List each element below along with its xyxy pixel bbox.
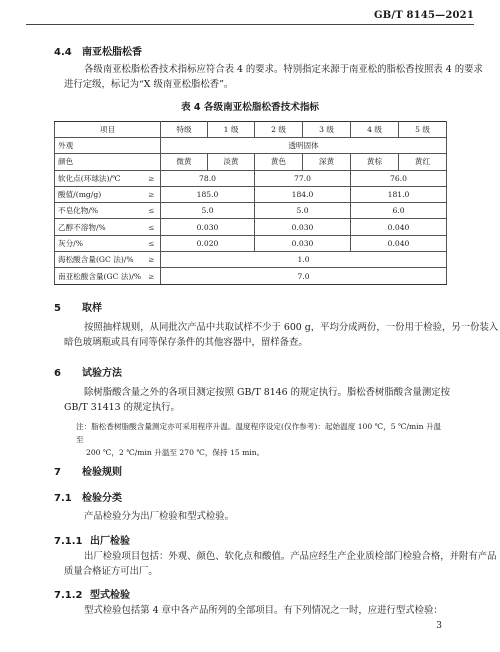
table-row [55, 170, 447, 186]
table-cell-limit-sign: ≤ [143, 235, 161, 251]
table-row [55, 138, 447, 154]
heading-5-title: 取样 [82, 303, 102, 314]
heading-7-1-number: 7.1 [54, 493, 72, 504]
heading-5 [54, 299, 102, 314]
para-7-1-1-line-1: 出厂检验项目包括：外观、颜色、软化点和酸值。产品应经生产企业质检部门检验合格，并附有产品 [84, 551, 497, 562]
table-cell-item: 乙醇不溶物/% [55, 219, 143, 235]
table-4-header-grade: 3 级 [303, 122, 351, 138]
heading-7 [54, 463, 122, 478]
table-cell-item: 酸值/(mg/g) [55, 186, 143, 202]
table-4-header-grade: 4 级 [351, 122, 399, 138]
para-4-4 [64, 62, 483, 92]
para-7-1-2-line-1: 型式检验包括第 4 章中各产品所列的全部项目。有下列情况之一时，应进行型式检验： [84, 605, 443, 616]
heading-5-number: 5 [54, 303, 61, 314]
para-7-1 [64, 509, 444, 524]
header-rule [26, 24, 474, 25]
para-7-1-2 [64, 603, 444, 618]
heading-4-4-title: 南亚松脂松香 [82, 47, 142, 58]
table-cell-value: 6.0 [351, 203, 447, 219]
note-6-line-2: 200 ℃，2 ℃/min 升温至 270 ℃，保持 15 min。 [86, 448, 265, 457]
heading-7-1-1 [54, 532, 130, 547]
table-cell-limit-sign: ≤ [143, 219, 161, 235]
table-cell-value: 1.0 [161, 252, 447, 268]
heading-7-1-2 [54, 586, 130, 601]
table-4-caption: 表 4 各级南亚松脂松香技术指标 [180, 102, 320, 113]
para-5-line-2: 暗色玻璃瓶或具有同等保存条件的其他容器中，留样备查。 [64, 337, 308, 348]
para-6 [64, 385, 450, 415]
table-cell-value: 7.0 [161, 268, 447, 284]
heading-7-1-2-title: 型式检验 [90, 590, 130, 601]
note-6 [76, 420, 448, 459]
table-row [55, 203, 447, 219]
table-cell-limit-sign: ≤ [143, 203, 161, 219]
table-cell-value: 77.0 [255, 170, 351, 186]
heading-4-4-number: 4.4 [54, 47, 72, 58]
para-7-1-line-1: 产品检验分为出厂检验和型式检验。 [84, 511, 235, 522]
para-6-line-2: GB/T 31413 的规定执行。 [64, 402, 180, 413]
standard-code: GB/T 8145—2021 [373, 10, 474, 21]
table-cell-value: 深黄 [303, 154, 351, 170]
note-6-line-1: 注：脂松香树脂酸含量测定亦可采用程序升温。温度程序设定(仅作参考)：起始温度 100 ℃，5 ℃/min 升温至 [76, 422, 442, 444]
table-cell-value: 78.0 [161, 170, 255, 186]
heading-6-number: 6 [54, 368, 61, 379]
table-4-header-grade: 1 级 [208, 122, 255, 138]
heading-7-title: 检验规则 [82, 467, 122, 478]
table-cell-item: 海松酸含量(GC 法)/% [55, 252, 143, 268]
table-cell-item: 南亚松酸含量(GC 法)/% [55, 268, 143, 284]
table-cell-item: 颜色 [55, 154, 161, 170]
table-cell-value: 0.030 [255, 219, 351, 235]
table-cell-item: 外观 [55, 138, 161, 154]
table-cell-value: 76.0 [351, 170, 447, 186]
para-5-line-1: 按照抽样规则，从同批次产品中共取试样不少于 600 g，平均分成两份，一份用于检验，另一份装入 [84, 322, 499, 333]
heading-7-1-1-title: 出厂检验 [90, 536, 130, 547]
para-5 [64, 320, 499, 350]
table-cell-limit-sign: ≥ [143, 186, 161, 202]
para-4-4-line-2: 进行定级，标记为“X 级南亚松脂松香”。 [64, 79, 234, 90]
table-cell-value: 透明固体 [161, 138, 447, 154]
table-cell-item: 不皂化物/% [55, 203, 143, 219]
table-row [55, 154, 447, 170]
table-cell-value: 5.0 [255, 203, 351, 219]
heading-7-1-1-number: 7.1.1 [54, 536, 83, 547]
table-cell-value: 0.040 [351, 235, 447, 251]
heading-7-1-2-number: 7.1.2 [54, 590, 83, 601]
table-cell-value: 微黄 [161, 154, 208, 170]
table-cell-value: 0.030 [161, 219, 255, 235]
table-row [55, 219, 447, 235]
table-4 [54, 121, 447, 285]
para-7-1-1 [64, 549, 497, 579]
page-number: 3 [436, 621, 442, 631]
para-6-line-1: 除树脂酸含量之外的各项目测定按照 GB/T 8146 的规定执行。脂松香树脂酸含量测定按 [84, 387, 450, 398]
heading-6-title: 试验方法 [82, 368, 122, 379]
table-cell-value: 181.0 [351, 186, 447, 202]
table-cell-value: 0.020 [161, 235, 255, 251]
table-4-header-item: 项目 [55, 122, 161, 138]
table-cell-value: 黄色 [255, 154, 303, 170]
table-cell-limit-sign: ≥ [143, 268, 161, 284]
table-cell-value: 184.0 [255, 186, 351, 202]
table-cell-limit-sign: ≥ [143, 170, 161, 186]
table-cell-value: 淡黄 [208, 154, 255, 170]
para-7-1-1-line-2: 质量合格证方可出厂。 [64, 566, 158, 577]
heading-7-1-title: 检验分类 [82, 493, 122, 504]
table-cell-item: 软化点(环球法)/℃ [55, 170, 143, 186]
table-cell-value: 0.030 [255, 235, 351, 251]
table-cell-value: 5.0 [161, 203, 255, 219]
table-cell-value: 185.0 [161, 186, 255, 202]
table-row [55, 268, 447, 284]
table-4-header-grade: 2 级 [255, 122, 303, 138]
heading-7-number: 7 [54, 467, 61, 478]
table-row [55, 235, 447, 251]
heading-6 [54, 364, 122, 379]
table-cell-value: 黄棕 [351, 154, 399, 170]
heading-7-1 [54, 489, 122, 504]
table-row [55, 186, 447, 202]
table-cell-item: 灰分/% [55, 235, 143, 251]
table-cell-limit-sign: ≥ [143, 252, 161, 268]
table-row [55, 252, 447, 268]
heading-4-4 [54, 43, 142, 58]
table-4-header-grade: 特级 [161, 122, 208, 138]
table-4-header-row [55, 122, 447, 138]
table-cell-value: 0.040 [351, 219, 447, 235]
table-4-header-grade: 5 级 [399, 122, 447, 138]
para-4-4-line-1: 各级南亚松脂松香技术指标应符合表 4 的要求。特别指定来源于南亚松的脂松香按照表 4 的要求 [84, 64, 483, 75]
table-cell-value: 黄红 [399, 154, 447, 170]
